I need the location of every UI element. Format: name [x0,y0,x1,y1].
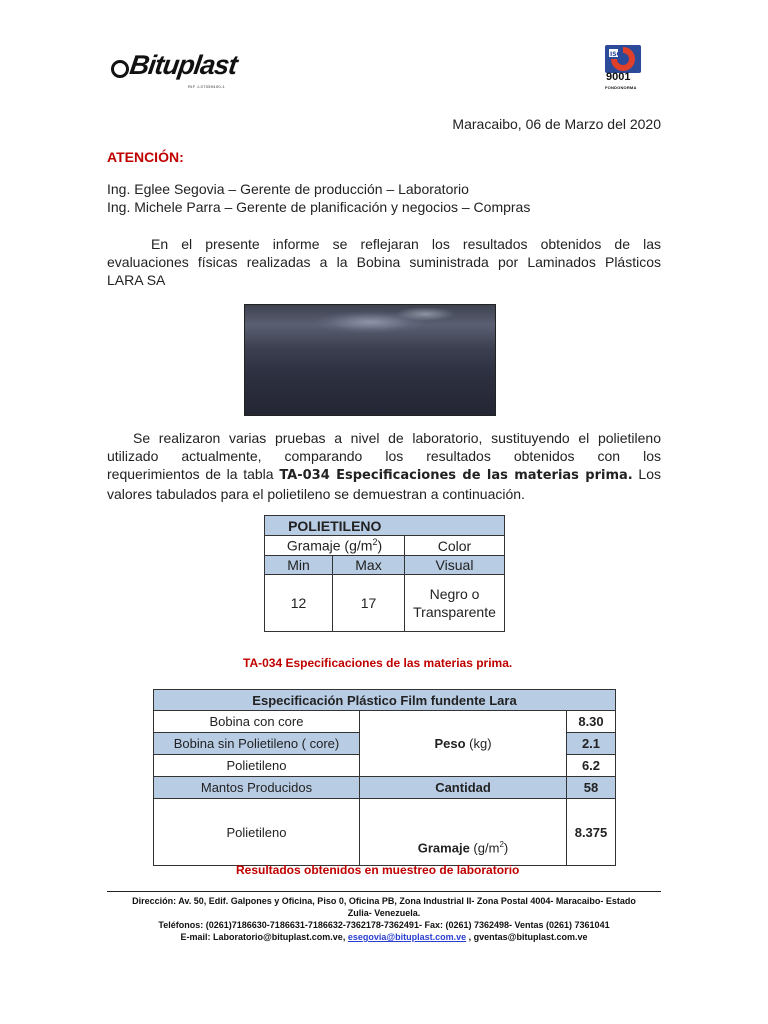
intro-line-3: LARA SA [107,272,166,288]
table2-title: Especificación Plástico Film fundente Lara [154,690,616,711]
body-line-3-post: Los [632,466,661,482]
iso-subtext: FONDONORMA [605,85,637,90]
iso-emblem-icon [604,44,642,74]
letter-date: Maracaibo, 06 de Marzo del 2020 [452,116,661,132]
table-row-value: 6.2 [567,755,616,777]
iso-certification-logo [604,44,642,94]
body-line-2: utilizado actualmente, comparando los resultados obtenidos con los [107,448,661,464]
footer-email-post: , gventas@bituplast.com.ve [466,932,588,942]
table1-title-cont [405,516,505,536]
body-line-4: valores tabulados para el polietileno se demuestran a continuación. [107,486,525,502]
table2-caption: Resultados obtenidos en muestreo de laboratorio [236,863,520,877]
footer-address-2: Zulia- Venezuela. [347,908,421,918]
lara-film-spec-table [153,689,616,866]
table-row-value: 2.1 [567,733,616,755]
intro-line-1: En el presente informe se reflejaran los resultados obtenidos de las [151,236,661,252]
table-row-label: Polietileno [154,755,360,777]
footer-email [107,932,661,943]
gramaje-sup: 2 [499,839,504,849]
cantidad-cell: Cantidad [360,777,567,799]
body-paragraph [107,429,661,503]
recipient-2: Ing. Michele Parra – Gerente de planificación y negocios – Compras [107,199,531,215]
color-value-1: Negro o [429,586,480,602]
max-header: Max [333,556,405,575]
peso-label: Peso [434,736,466,751]
iso-label: ISO [610,51,622,58]
table-row-label: Bobina sin Polietileno ( core) [154,733,360,755]
table-row-label: Polietileno [154,799,360,866]
table-reference: TA-034 Especificaciones de las materias prima. [279,468,633,483]
visual-header: Visual [405,556,505,575]
peso-unit: (kg) [465,736,492,751]
email-link[interactable]: esegovia@bituplast.com.ve [347,932,467,942]
footer-phones: Teléfonos: (0261)7186630-7186631-7186632-7362178-7362491- Fax: (0261) 7362498- Ventas (0261) 7361041 [158,920,610,930]
footer-email-pre: E-mail: Laboratorio@bituplast.com.ve, [180,932,348,942]
gramaje-header-text: Gramaje (g/m [286,537,373,554]
table-row-label: Mantos Producidos [154,777,360,799]
gramaje-header [265,536,405,556]
logo-text: Bituplast [127,50,239,80]
recipient-1: Ing. Eglee Segovia – Gerente de producción – Laboratorio [107,181,469,197]
intro-line-2: evaluaciones físicas realizadas a la Bobina suministrada por Laminados Plásticos [107,254,661,270]
table-row-label: Bobina con core [154,711,360,733]
min-value: 12 [265,575,333,632]
min-header: Min [265,556,333,575]
footer-address-1: Dirección: Av. 50, Edif. Galpones y Oficina, Piso 0, Oficina PB, Zona Industrial II- Zona Postal 4004- Maracaibo- Estado [132,896,636,906]
body-line-3-pre: requerimientos de la tabla [107,466,280,482]
table-row-value: 8.30 [567,711,616,733]
table-row-value: 8.375 [567,799,616,866]
logo-subtext: RIF J-07059400-1 [188,84,226,89]
body-line-3 [107,465,661,485]
color-value-2: Transparente [413,604,496,620]
gramaje-header-sup: 2 [372,537,378,548]
gramaje-header-end: ) [377,537,383,554]
gramaje-label: Gramaje [417,840,470,855]
footer-divider [107,891,661,892]
peso-cell [360,711,567,777]
gramaje-end: ) [503,840,509,855]
logo-ring-icon [111,60,129,78]
max-value: 17 [333,575,405,632]
color-header: Color [405,536,505,556]
gramaje-unit: (g/m [469,840,500,855]
attention-heading: ATENCIÓN: [107,149,184,165]
intro-paragraph [107,235,661,289]
photo-highlight-2 [395,307,455,321]
bobbin-photo [244,304,496,416]
polietileno-spec-table [264,515,505,632]
iso-number: 9001 [606,71,631,83]
gramaje-cell [360,799,567,866]
table1-caption: TA-034 Especificaciones de las materias prima. [243,656,513,670]
table1-title: POLIETILENO [265,516,405,536]
table-row-value: 58 [567,777,616,799]
body-line-1: Se realizaron varias pruebas a nivel de laboratorio, sustituyendo el polietileno [133,430,661,446]
color-value [405,575,505,632]
bituplast-logo [108,48,239,94]
